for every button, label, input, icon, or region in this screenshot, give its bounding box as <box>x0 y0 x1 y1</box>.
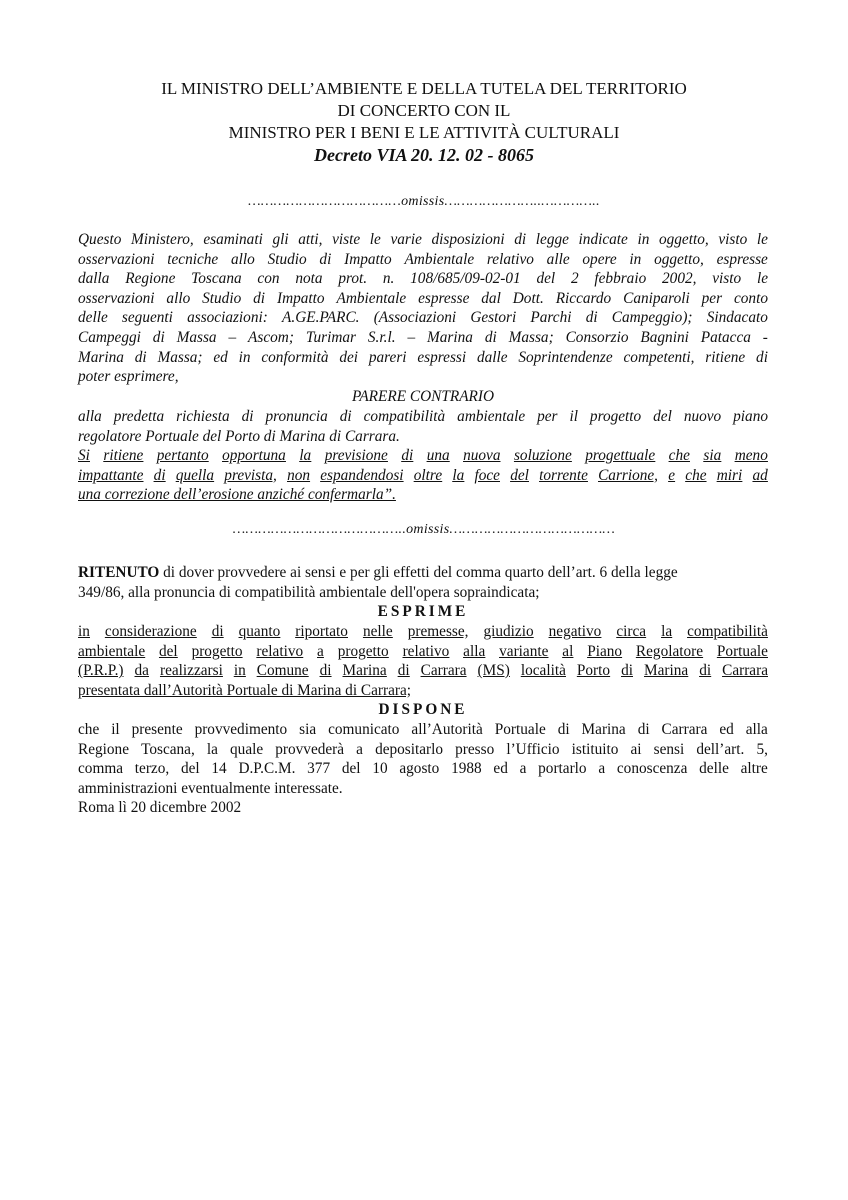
paragraph-line: che il presente provvedimento sia comunicato all’Autorità Portuale di Marina di Carrara ed alla <box>78 721 768 738</box>
dispone-paragraph <box>78 720 768 818</box>
parere-heading-block <box>78 387 768 407</box>
dispone-heading-block <box>78 700 768 720</box>
paragraph-line: Campeggi di Massa – Ascom; Turimar S.r.l. – Marina di Massa; Consorzio Bagnini Patacca - <box>78 328 768 346</box>
header-ministry-line: IL MINISTRO DELL’AMBIENTE E DELLA TUTELA DEL TERRITORIO <box>161 79 687 98</box>
esprime-heading: ESPRIME <box>377 603 469 620</box>
paragraph-line: comma terzo, del 14 D.P.C.M. 377 del 10 agosto 1988 ed a portarlo a conoscenza delle altre <box>78 760 768 778</box>
decree-title: Decreto VIA 20. 12. 02 - 8065 <box>314 145 534 165</box>
parere-contrario-heading: PARERE CONTRARIO <box>351 388 495 405</box>
ritenuto-keyword: RITENUTO <box>78 564 160 581</box>
paragraph-line: (P.R.P.) da realizzarsi in Comune di Marina di Carrara (MS) località Porto di Marina di Carrara <box>78 662 768 680</box>
paragraph-line: delle seguenti associazioni: A.GE.PARC. (Associazioni Gestori Parchi di Campeggio); Sindacato <box>78 309 768 327</box>
header-concert-line: DI CONCERTO CON IL <box>337 101 511 120</box>
dispone-heading: DISPONE <box>378 701 468 718</box>
header-culture-ministry-line: MINISTRO PER I BENI E LE ATTIVITÀ CULTURALI <box>228 123 620 142</box>
paragraph-line: regolatore Portuale del Porto di Marina di Carrara. <box>78 427 400 445</box>
paragraph-line: dalla Regione Toscana con nota prot. n. 108/685/09-02-01 del 2 febbraio 2002, visto le <box>78 270 768 288</box>
closing-date-line: Roma lì 20 dicembre 2002 <box>78 799 242 817</box>
paragraph-line: Si ritiene pertanto opportuna la previsione di una nuova soluzione progettuale che sia meno <box>78 447 768 464</box>
paragraph-line: alla predetta richiesta di pronuncia di compatibilità ambientale per il progetto del nuovo piano <box>78 408 768 425</box>
ritenuto-paragraph <box>78 563 768 602</box>
paragraph-line: presentata dall’Autorità Portuale di Marina di Carrara; <box>78 681 412 699</box>
paragraph-line: Regione Toscana, la quale provvederà a depositarlo presso l’Ufficio istituito ai sensi dell’art. 5, <box>78 740 768 758</box>
paragraph-line: in considerazione di quanto riportato nelle premesse, giudizio negativo circa la compatibilità <box>78 623 768 640</box>
omissis-separator: …………………………………..omissis………………………………… <box>232 522 616 537</box>
paragraph-line: impattante di quella prevista, non espandendosi oltre la foce del torrente Carrione, e che miri ad <box>78 466 768 484</box>
paragraph-line: osservazioni allo Studio di Impatto Ambientale espresse dal Dott. Riccardo Caniparoli per conto <box>78 289 768 307</box>
ministry-observations-paragraph <box>78 230 768 387</box>
paragraph-line: Questo Ministero, esaminati gli atti, viste le varie disposizioni di legge indicate in oggetto, visto le <box>78 231 768 248</box>
document-header <box>0 78 848 166</box>
paragraph-line <box>78 563 768 583</box>
esprime-paragraph <box>78 622 768 700</box>
request-paragraph <box>78 407 768 446</box>
paragraph-line: amministrazioni eventualmente interessate. <box>78 779 343 797</box>
paragraph-line: 349/86, alla pronuncia di compatibilità ambientale dell'opera sopraindicata; <box>78 583 540 601</box>
paragraph-line: poter esprimere, <box>78 368 179 386</box>
paragraph-line: osservazioni tecniche allo Studio di Impatto Ambientale relativo alle opere in oggetto, espresse <box>78 250 768 268</box>
paragraph-line: Marina di Massa; ed in conformità dei pareri espressi dalle Soprintendenze competenti, ritiene di <box>78 348 768 366</box>
omissis-separator: ………………………………omissis…………………..………….. <box>248 194 600 209</box>
esprime-heading-block <box>78 602 768 622</box>
paragraph-line: ambientale del progetto relativo a progetto relativo alla variante al Piano Regolatore Portuale <box>78 642 768 660</box>
paragraph-line: una correzione dell’erosione anziché confermarla”. <box>78 486 396 504</box>
recommendation-paragraph <box>78 446 768 505</box>
ritenuto-text: di dover provvedere ai sensi e per gli effetti del comma quarto dell’art. 6 della legge <box>163 564 678 581</box>
